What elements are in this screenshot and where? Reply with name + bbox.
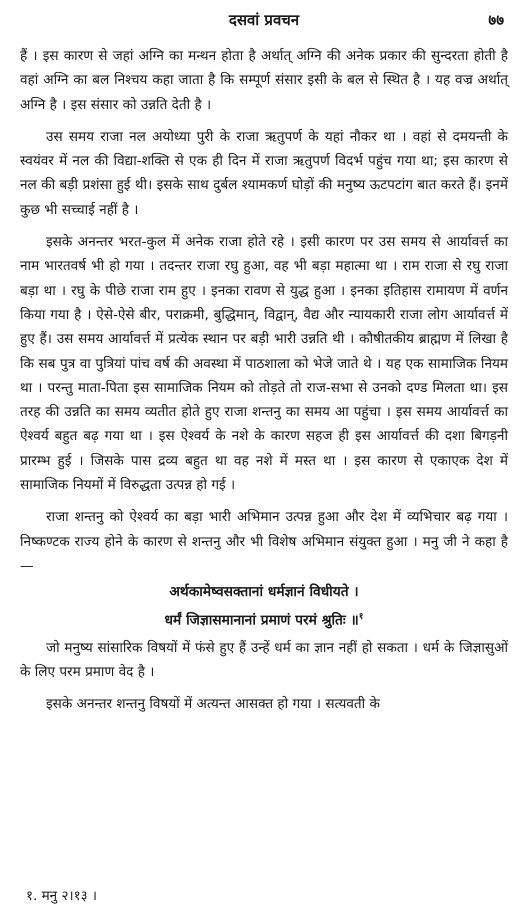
sanskrit-verse <box>20 580 508 634</box>
paragraph: जो मनुष्य सांसारिक विषयों में फंसे हुए हैं उन्हें धर्म का ज्ञान नहीं हो सकता । धर्म के जिज्ञासुओं के लिए परम प्रमाण वेद है । <box>20 639 508 681</box>
footnote-marker: १ <box>358 612 364 623</box>
page-number: ७७ <box>488 11 504 29</box>
verse-line <box>20 605 508 634</box>
verse-line: अर्थकामेष्वसक्तानां धर्मज्ञानं विधीयते । <box>169 584 359 601</box>
paragraph: उस समय राजा नल अयोध्या पुरी के राजा ऋतुपर्ण के यहां नौकर था । वहां से दमयन्ती के स्वयंवर में नल की विद्या-शक्ति से एक ही दिन में राजा ऋतुपर्ण विदर्भ पहुंच गया था; इस कारण से नल की बड़ी प्रशंसा हुई थी। इसके साथ दुर्बल श्यामकर्ण घोड़ों की मनुष्य ऊटपटांग बात करते हैं। इनमें कुछ भी सच्चाई नहीं है । <box>20 128 508 218</box>
body-text <box>20 44 508 717</box>
page-header <box>0 8 528 38</box>
chapter-title: दसवां प्रवचन <box>228 11 300 29</box>
paragraph: राजा शन्तनु को ऐश्वर्य का बड़ा भारी अभिमान उत्पन्न हुआ और देश में व्यभिचार बढ़ गया । निष्कण्टक राज्य होने के कारण से शन्तनु और भी विशेष अभिमान संयुक्त हुआ । मनु जी ने कहा है— <box>20 509 508 574</box>
paragraph: इसके अनन्तर भरत-कुल में अनेक राजा होते रहे । इसी कारण पर उस समय से आर्यावर्त्त का नाम भारतवर्ष भी हो गया । तदन्तर राजा रघु हुआ, वह भी बड़ा महात्मा था । राम राजा से रघु राजा बड़ा था । रघु के पीछे राजा राम हुए । इनका रावण से युद्ध हुआ । इनका इतिहास रामायण में वर्णन किया गया है । ऐसे-ऐसे बीर, पराक्रमी, बुद्धिमान्, विद्वान्, वैद्य और न्यायकारी राजा लोग आर्यावर्त्त में हुए हैं। उस समय आर्यावर्त्त में प्रत्येक स्थान पर बड़ी भारी उन्नति थी । कौषीतकीय ब्राह्मण में लिखा है कि सब पुत्र वा पुत्रियां पांच वर्ष की अवस्था में पाठशाला को भेजे जाते थे । यह एक सामाजिक नियम था । परन्तु माता-पिता इस सामाजिक नियम को तोड़ते तो राज-सभा से उनको दण्ड मिलता था। इस तरह की उन्नति का समय व्यतीत होते हुए राजा शन्तनु का समय आ पहुंचा । इस समय आर्यावर्त्त का ऐश्वर्य बहुत बढ़ गया था । इस ऐश्वर्य के नशे के कारण सहज ही इस आर्यावर्त्त की दशा बिगड़नी प्रारम्भ हुई । जिसके पास द्रव्य बहुत था वह नशे में मस्त था । इस कारण से एकाएक देश में सामाजिक नियमों में विरुद्धता उत्पन्न हो गई । <box>20 234 508 494</box>
footnote: १. मनु २।१३ । <box>26 888 98 904</box>
paragraph: हैं । इस कारण से जहां अग्नि का मन्थन होता है अर्थात् अग्नि की अनेक प्रकार की सुन्दरता होती है वहां अग्नि का बल निश्चय कहा जाता है कि सम्पूर्ण संसार इसी के बल से स्थित है । यह वज्र अर्थात् अग्नि है । इस संसार को उन्नति देती है । <box>20 48 508 113</box>
paragraph: इसके अनन्तर शन्तनु विषयों में अत्यन्त आसक्त हो गया । सत्यवती के <box>46 696 380 713</box>
verse-line-text: धर्मं जिज्ञासमानानां प्रमाणं परमं श्रुतिः ॥ <box>164 612 359 629</box>
